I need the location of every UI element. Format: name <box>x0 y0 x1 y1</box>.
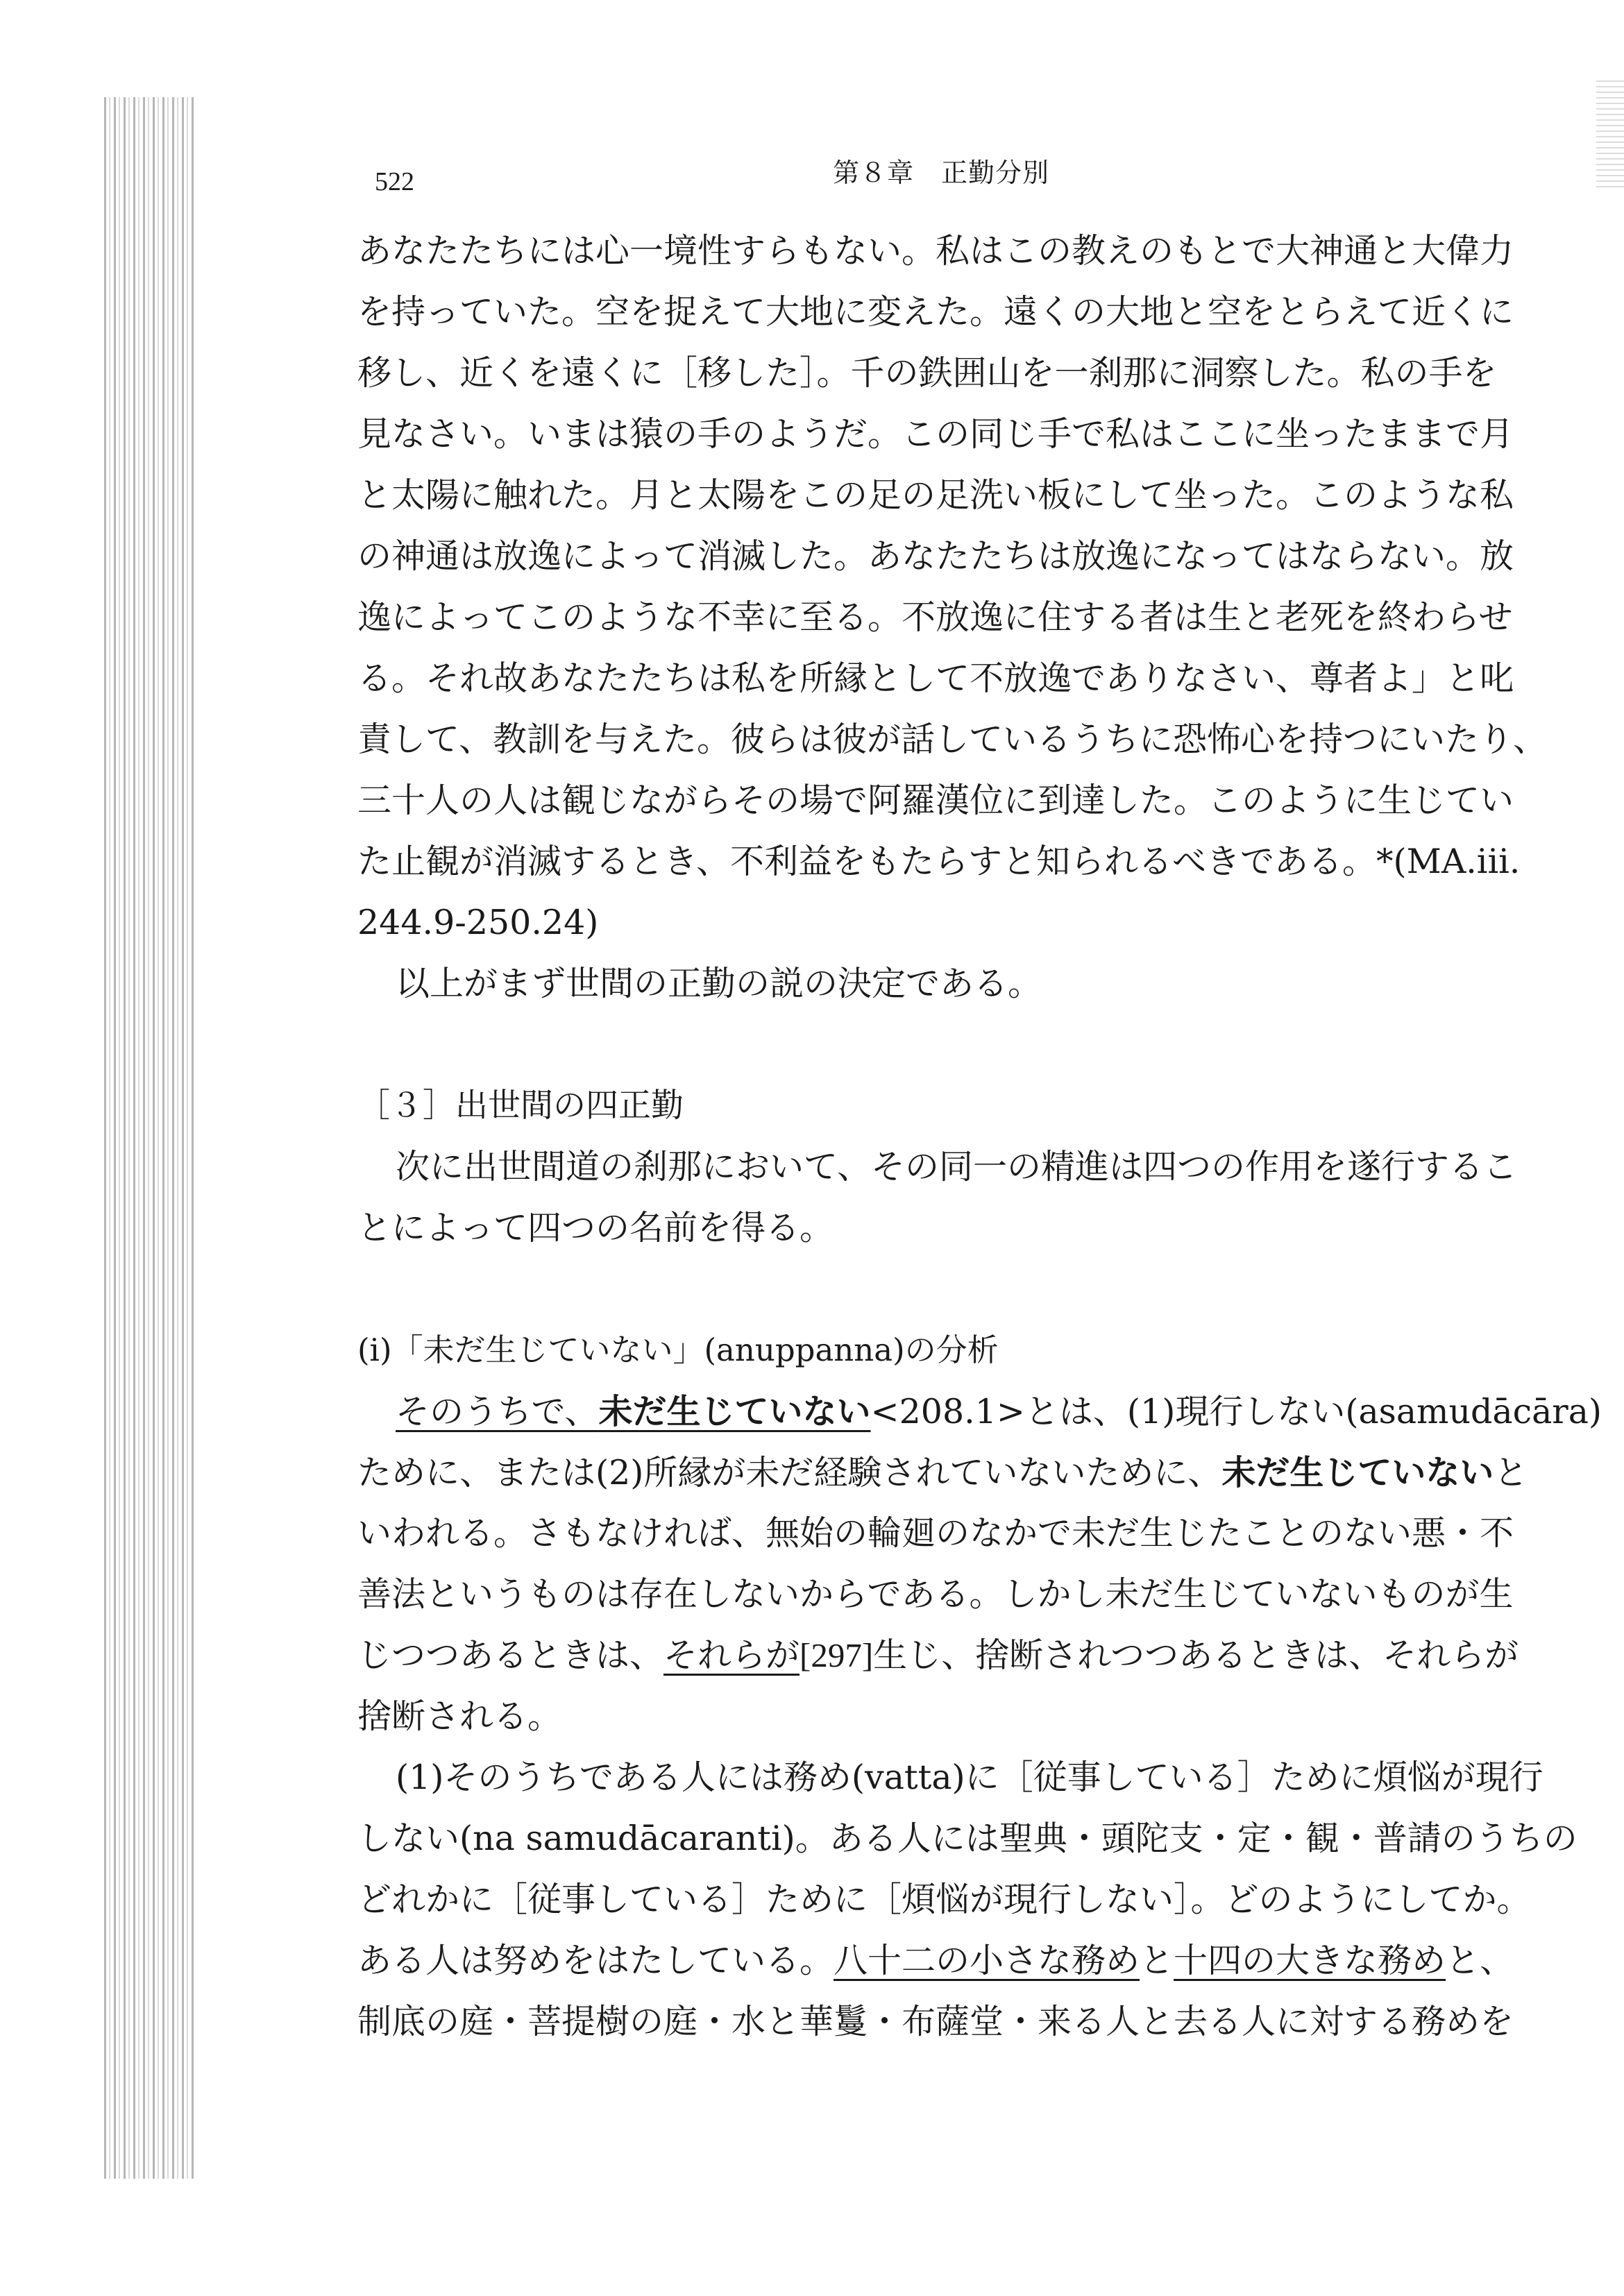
text-line: 責して、教訓を与えた。彼らは彼が話しているうちに恐怖心を持つにいたり、 <box>357 720 1548 759</box>
text-line: る。それ故あなたたちは私を所縁として不放逸でありなさい、尊者よ」と叱 <box>357 658 1514 698</box>
spacer <box>357 1259 1586 1320</box>
text-line: とによって四つの名前を得る。 <box>357 1208 834 1248</box>
text-line: 善法というものは存在しないからである。しかし未だ生じていないものが生 <box>357 1574 1514 1614</box>
citation-line: 244.9-250.24) <box>357 903 599 942</box>
text-line: と太陽に触れた。月と太陽をこの足の足洗い板にして坐った。このような私 <box>357 475 1514 515</box>
underlined-phrase: 十四の大きな務め <box>1174 1941 1446 1980</box>
text-line: いわれる。さもなければ、無始の輪廻のなかで未だ生じたことのない悪・不 <box>357 1513 1514 1553</box>
conclusion-line: 以上がまず世間の正勤の説の決定である。 <box>396 964 1042 1003</box>
underlined-phrase: そのうちで、 <box>396 1392 599 1431</box>
text-line: ある人は努めをはたしている。八十二の小さな務めと十四の大きな務めと、 <box>357 1941 1514 1980</box>
text-line: 次に出世間道の刹那において、その同一の精進は四つの作用を遂行するこ <box>396 1147 1518 1187</box>
text-line: 逸によってこのような不幸に至る。不放逸に住する者は生と老死を終わらせ <box>357 597 1513 637</box>
text-line: しない(na samudācaranti)。ある人には聖典・頭陀支・定・観・普請のうちの <box>357 1819 1578 1858</box>
body-text <box>357 221 1602 2052</box>
text-line: 移し、近くを遠くに［移した］。千の鉄囲山を一刹那に洞察した。私の手を <box>357 353 1497 393</box>
binding-shadow <box>104 97 194 2179</box>
text-line: の神通は放逸によって消滅した。あなたたちは放逸になってはならない。放 <box>357 536 1514 576</box>
bold-term: 未だ生じていない <box>1221 1452 1494 1493</box>
underlined-phrase: 八十二の小さな務め <box>834 1941 1140 1980</box>
text-line: ために、または(2)所縁が未だ経験されていないために、未だ生じていないと <box>357 1452 1528 1493</box>
text-line: (1)そのうちである人には務め(vatta)に［従事している］ために煩悩が現行 <box>396 1758 1543 1797</box>
scan-edge-mark <box>1596 76 1624 187</box>
underlined-term: 未だ生じていない <box>598 1391 871 1431</box>
section-heading: ［３］出世間の四正勤 <box>357 1087 684 1125</box>
text-line: を持っていた。空を捉えて大地に変えた。遠くの大地と空をとらえて近くに <box>357 292 1514 332</box>
text-line: 三十人の人は観じながらその場で阿羅漢位に到達した。このように生じてい <box>357 781 1514 820</box>
text-line: 見なさい。いまは猿の手のようだ。この同じ手で私はここに坐ったままで月 <box>357 414 1514 454</box>
text-line: じつつあるときは、それらが[297]生じ、捨断されつつあるときは、それらが <box>357 1635 1519 1675</box>
text-line: どれかに［従事している］ために［煩悩が現行しない］。どのようにしてか。 <box>357 1880 1531 1919</box>
running-head: 第８章 正勤分別 <box>833 158 1050 188</box>
underlined-phrase: それらが <box>663 1635 800 1675</box>
text-line: そのうちで、未だ生じていない<208.1>とは、(1)現行しない(asamudācāra) <box>396 1391 1602 1431</box>
spacer <box>357 1014 1586 1075</box>
text-line: 捨断される。 <box>357 1697 562 1736</box>
page-number: 522 <box>375 167 414 196</box>
text-line: あなたたちには心一境性すらもない。私はこの教えのもとで大神通と大偉力 <box>357 231 1514 271</box>
text-line: た止観が消滅するとき、不利益をもたらすと知られるべきである。*(MA.iii. <box>357 842 1521 881</box>
sub-heading: (i)「未だ生じていない」(anuppanna)の分析 <box>357 1332 999 1368</box>
text-line: 制底の庭・菩提樹の庭・水と華鬘・布薩堂・来る人と去る人に対する務めを <box>357 2002 1514 2041</box>
